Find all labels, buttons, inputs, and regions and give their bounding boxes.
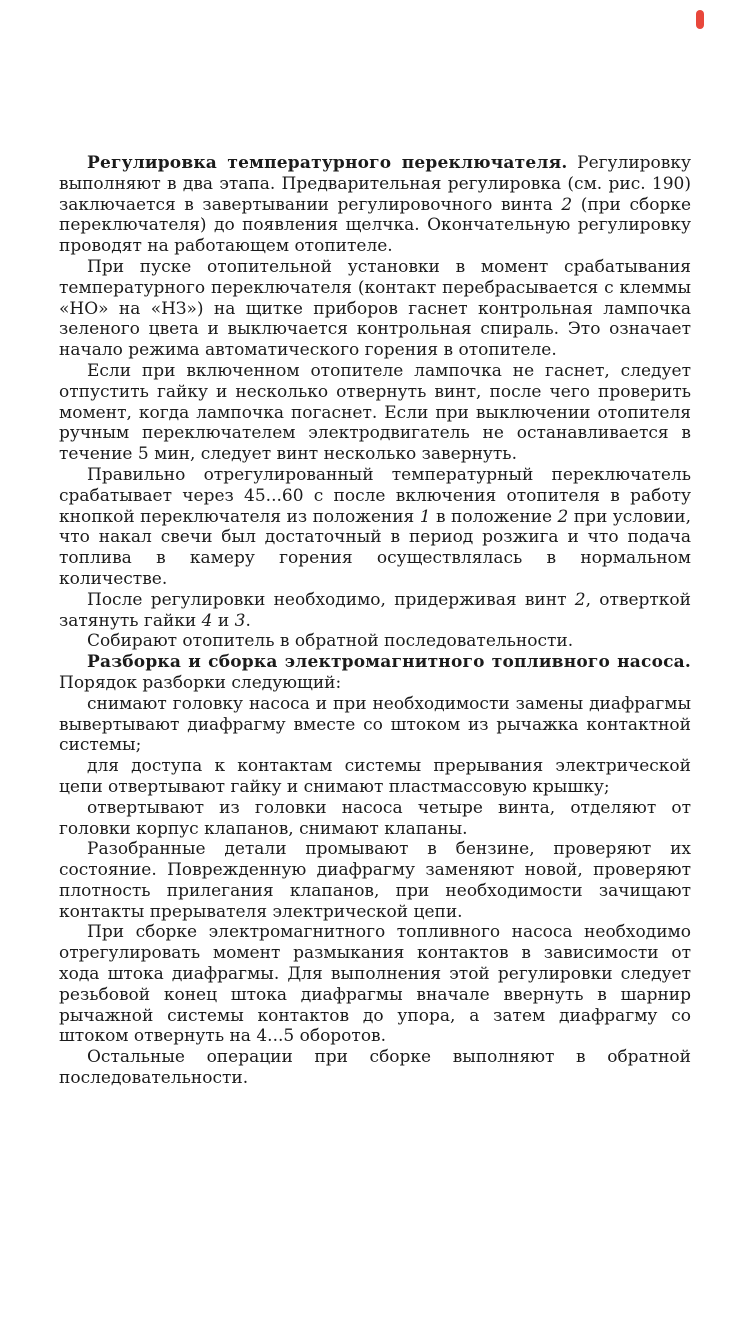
paragraph-text: Собирают отопитель в обратной последовательности.: [87, 631, 574, 652]
paragraph-text: и: [212, 610, 235, 631]
paragraph-text: Разобранные детали промывают в бензине, проверяют их состояние. Поврежденную диафрагму заменяют новой, проверяют плотность прилегания клапанов, при необходимости зачищают контакты прерывателя электрической цепи.: [59, 839, 691, 922]
paragraph-lead-text: Разборка и сборка электромагнитного топливного насоса.: [87, 652, 691, 673]
paragraph: [59, 756, 691, 798]
paragraph-text: При пуске отопительной установки в момент срабатывания температурного переключателя (контакт перебрасывается с клеммы «НО» на «НЗ») на щитке приборов гаснет контрольная лампочка зеленого цвета и выключается контрольная спираль. Это означает начало режима автоматического горения в отопителе.: [59, 256, 691, 361]
paragraph-text: Если при включенном отопителе лампочка не гаснет, следует отпустить гайку и несколько отвернуть винт, после чего проверить момент, когда лампочка погаснет. Если при выключении отопителя ручным переключателем электродвигатель не останавливается в течение 5 мин, следует винт несколько завернуть.: [59, 360, 691, 465]
paragraph-text: 2: [557, 506, 569, 527]
paragraph: [59, 839, 691, 922]
paragraph: [59, 153, 691, 257]
paragraph-text: Порядок разборки следующий:: [59, 672, 342, 693]
document-body: [59, 153, 691, 1089]
paragraph-text: отвертывают из головки насоса четыре винта, отделяют от головки корпус клапанов, снимают клапаны.: [59, 797, 691, 839]
paragraph-text: При сборке электромагнитного топливного насоса необходимо отрегулировать момент размыкания контактов в зависимости от хода штока диафрагмы. Для выполнения этой регулировки следует резьбовой конец штока диафрагмы вначале ввернуть в шарнир рычажной системы контактов до упора, а затем диафрагму со штоком отвернуть на 4...5 оборотов.: [59, 922, 691, 1047]
paragraph-text: Остальные операции при сборке выполняют в обратной последовательности.: [59, 1047, 691, 1089]
paragraph-text: снимают головку насоса и при необходимости замены диафрагмы вывертывают диафрагму вместе со штоком из рычажка контактной системы;: [59, 693, 691, 756]
paragraph: [59, 652, 691, 694]
paragraph-text: при условии, что накал свечи был достаточный в период розжига и что подача топлива в камеру горения осуществлялась в нормальном количестве.: [59, 506, 691, 589]
paragraph-text: (при сборке переключателя) до появления щелчка. Окончательную регулировку проводят на работающем отопителе.: [59, 194, 692, 257]
paragraph-text: .: [245, 610, 251, 631]
paragraph-lead-text: Регулировка температурного переключателя.: [87, 153, 568, 173]
paragraph-text: 3: [234, 610, 246, 631]
paragraph-text: 2: [574, 589, 586, 610]
paragraph-text: 4: [201, 610, 213, 631]
paragraph: [59, 361, 691, 465]
paragraph: [59, 1047, 691, 1089]
paragraph-text: в положение: [430, 506, 558, 527]
paragraph-text: , отверткой затянуть гайки: [59, 589, 691, 631]
paragraph-text: 2: [561, 194, 573, 215]
paragraph-text: Правильно отрегулированный температурный переключатель срабатывает через 45...60 с после включения отопителя в работу кнопкой переключателя из положения: [59, 464, 691, 527]
paragraph-text: для доступа к контактам системы прерывания электрической цепи отвертывают гайку и снимают пластмассовую крышку;: [59, 756, 691, 797]
paragraph-text: После регулировки необходимо, придерживая винт: [87, 589, 575, 610]
paragraph: [59, 465, 691, 590]
paragraph: [59, 798, 691, 840]
paragraph-text: 1: [419, 506, 431, 527]
paragraph: [59, 631, 691, 652]
paragraph-text: Регулировку выполняют в два этапа. Предварительная регулировка (см. рис. 190) заключается в завертывании регулировочного винта: [59, 153, 691, 215]
paragraph: [59, 590, 691, 632]
paragraph: [59, 694, 691, 756]
paragraph: [59, 257, 691, 361]
paragraph: [59, 922, 691, 1047]
red-marker: [696, 10, 704, 29]
